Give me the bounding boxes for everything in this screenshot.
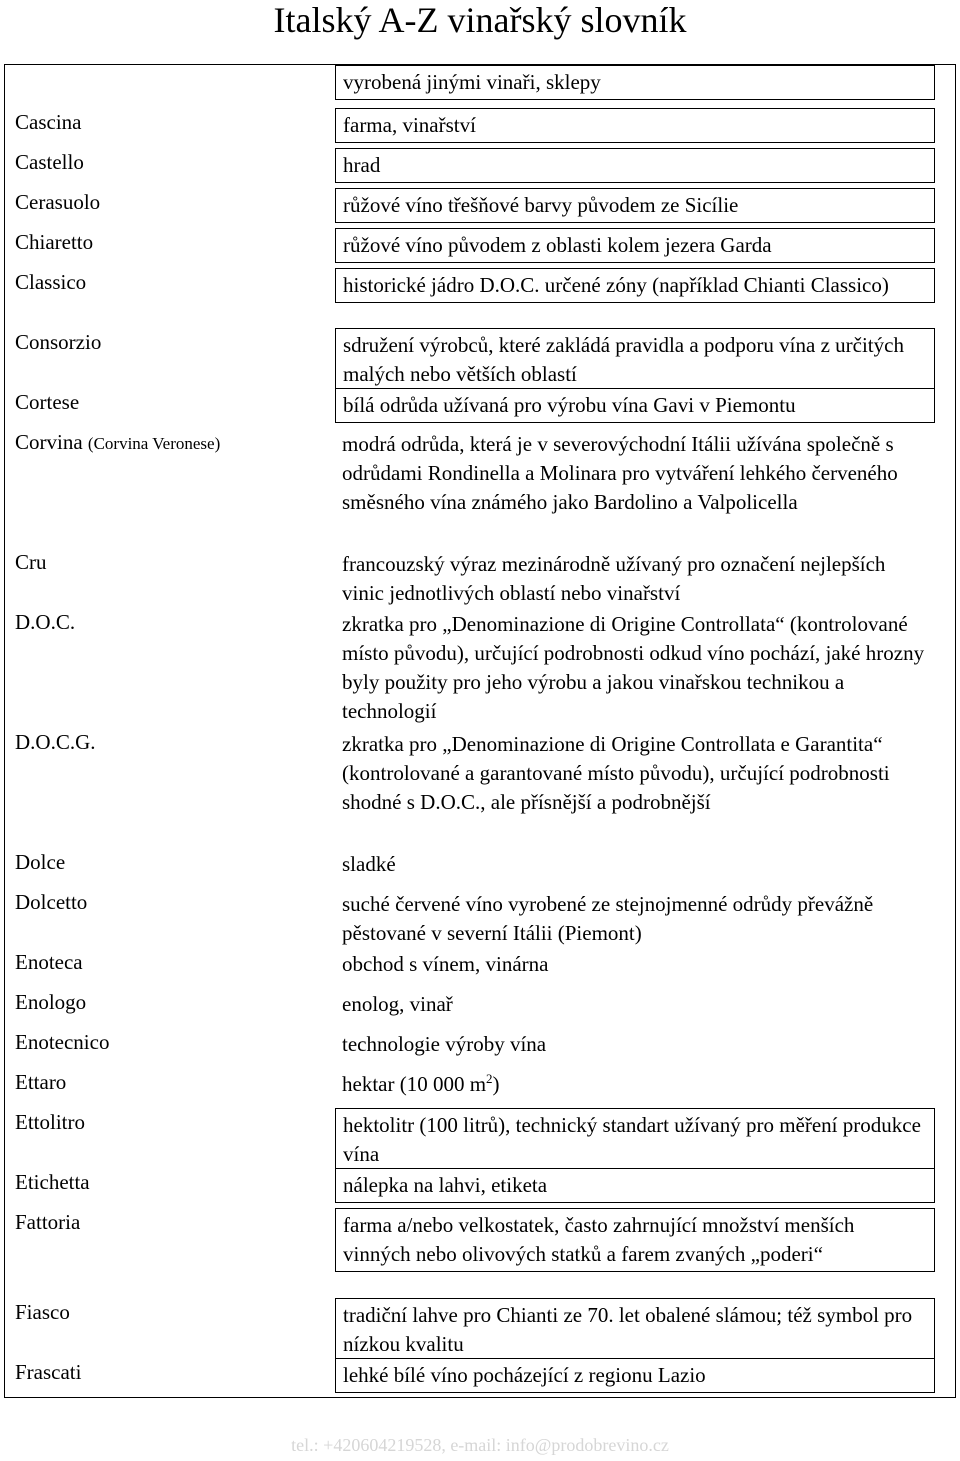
term: Enoteca <box>15 950 83 974</box>
term: Etichetta <box>15 1170 90 1194</box>
term: Fiasco <box>15 1300 70 1324</box>
definition: suché červené víno vyrobené ze stejnojmenné odrůdy převážně pěstované v severní Itálii (Piemont) <box>342 892 874 945</box>
definition: enolog, vinař <box>342 992 453 1016</box>
definition: modrá odrůda, která je v severovýchodní Itálii užívána společně s odrůdami Rondinella a Molinara pro vytváření lehkého červeného směsného vína známého jako Bardolino a Valpolicella <box>342 432 898 514</box>
definition: farma a/nebo velkostatek, často zahrnující množství menších vinných nebo olivových statků a farem zvaných „poderi“ <box>335 1208 935 1272</box>
term: Enotecnico <box>15 1030 110 1054</box>
term: Enologo <box>15 990 87 1014</box>
definition: hrad <box>335 148 935 183</box>
term: Classico <box>15 270 87 294</box>
glossary-table <box>4 64 956 1398</box>
definition: růžové víno třešňové barvy původem ze Sicílie <box>335 188 935 223</box>
definition: vyrobená jinými vinaři, sklepy <box>335 65 935 100</box>
definition: technologie výroby vína <box>342 1032 547 1056</box>
definition: nálepka na lahvi, etiketa <box>335 1168 935 1203</box>
page-title: Italský A-Z vinařský slovník <box>273 0 687 40</box>
term: D.O.C. <box>15 610 76 634</box>
term: Corvina (Corvina Veronese) <box>15 430 221 454</box>
term: Fattoria <box>15 1210 81 1234</box>
definition: bílá odrůda užívaná pro výrobu vína Gavi v Piemontu <box>335 388 935 423</box>
definition: obchod s vínem, vinárna <box>342 952 549 976</box>
definition: tradiční lahve pro Chianti ze 70. let obalené slámou; též symbol pro nízkou kvalitu <box>335 1298 935 1362</box>
term: Cerasuolo <box>15 190 101 214</box>
definition: zkratka pro „Denominazione di Origine Controllata“ (kontrolované místo původu), určující podrobnosti odkud víno pochází, jaké hrozny byly použity pro jeho výrobu a jakou vinařskou technikou a technologií <box>342 612 925 723</box>
term-note: (Corvina Veronese) <box>87 434 221 453</box>
term: Ettaro <box>15 1070 67 1094</box>
footer-contact: tel.: +420604219528, e-mail: info@prodobrevino.cz <box>291 1435 669 1455</box>
definition: sladké <box>342 852 396 876</box>
definition: sdružení výrobců, které zakládá pravidla a podporu vína z určitých malých nebo větších oblastí <box>335 328 935 392</box>
term: Chiaretto <box>15 230 94 254</box>
term: Castello <box>15 150 84 174</box>
definition: farma, vinařství <box>335 108 935 143</box>
term: Cortese <box>15 390 80 414</box>
definition: hektar (10 000 $m^2$) <box>342 1071 500 1096</box>
definition: lehké bílé víno pocházející z regionu Lazio <box>335 1358 935 1393</box>
term: D.O.C.G. <box>15 730 96 754</box>
term: Dolce <box>15 850 66 874</box>
definition: francouzský výraz mezinárodně užívaný pro označení nejlepších vinic jednotlivých oblastí nebo vinařství <box>342 552 886 605</box>
term: Dolcetto <box>15 890 88 914</box>
definition: hektolitr (100 litrů), technický standart užívaný pro měření produkce vína <box>335 1108 935 1172</box>
term: Cru <box>15 550 47 574</box>
definition: historické jádro D.O.C. určené zóny (například Chianti Classico) <box>335 268 935 303</box>
term: Ettolitro <box>15 1110 85 1134</box>
definition: zkratka pro „Denominazione di Origine Controllata e Garantita“ (kontrolované a garantované místo původu), určující podrobnosti shodné s D.O.C., ale přísnější a podrobnější <box>342 732 890 814</box>
term: Consorzio <box>15 330 102 354</box>
definition: růžové víno původem z oblasti kolem jezera Garda <box>335 228 935 263</box>
term: Cascina <box>15 110 82 134</box>
term: Frascati <box>15 1360 82 1384</box>
